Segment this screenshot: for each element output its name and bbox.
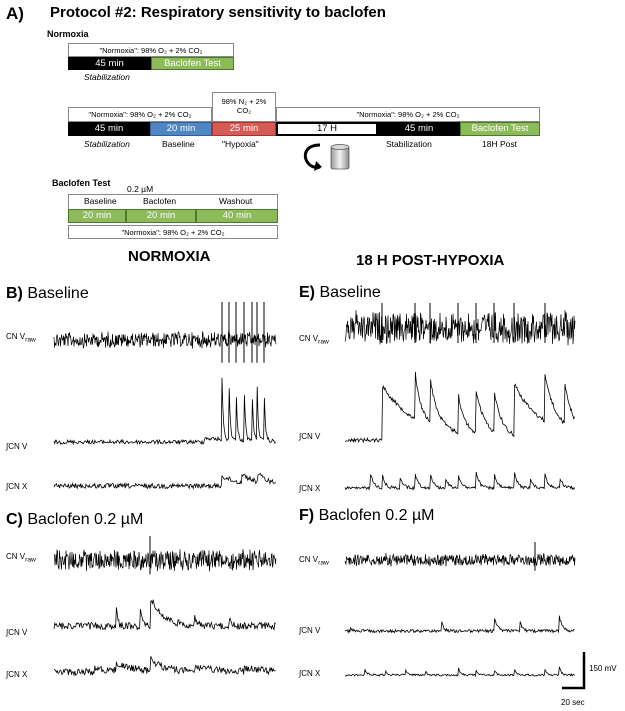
timeline-label-stabilization: Stabilization <box>84 139 130 149</box>
panel-e-intx-label: ∫CN X <box>299 484 321 493</box>
column-title-post-hypoxia: 18 H POST-HYPOXIA <box>356 252 505 269</box>
timeline-label-stabilization-post: Stabilization <box>386 139 432 149</box>
raw-label-sub: raw <box>25 336 36 344</box>
panel-b-letter: B) <box>6 285 23 302</box>
normoxia-stabilization-label: Stabilization <box>84 72 130 82</box>
panel-f-raw-label <box>299 555 329 567</box>
figure-label-a: A) <box>6 4 24 23</box>
panel-f-raw-trace <box>345 535 575 585</box>
timeline-label-hypoxia: "Hypoxia" <box>222 139 259 149</box>
panel-b-int-v-trace <box>54 370 284 450</box>
timeline-gas-note-right: "Normoxia": 98% O₂ + 2% CO₂ <box>276 107 540 122</box>
panel-f-int-v-trace <box>345 603 575 638</box>
baclofen-test-header-washout: Washout <box>219 196 253 206</box>
raw-label-sub: raw <box>318 559 329 567</box>
panel-b-intv-label: ∫CN V <box>6 442 28 451</box>
trace-line <box>345 372 575 442</box>
panel-e-int-v-trace <box>345 370 575 450</box>
panel-c-int-x-trace <box>54 650 284 690</box>
panel-b-intx-label: ∫CN X <box>6 482 28 491</box>
timeline-gas-note-hypoxia <box>212 92 276 122</box>
raw-label-text: CN V <box>6 332 26 341</box>
baclofen-test-label: Baclofen Test <box>52 178 111 188</box>
trace-line <box>345 616 575 633</box>
panel-b-name: Baseline <box>27 285 89 302</box>
panel-e-intv-label: ∫CN V <box>299 432 321 441</box>
panel-c-title <box>6 511 143 529</box>
normoxia-label: Normoxia <box>47 29 89 39</box>
normoxia-baclofen-test-bar: Baclofen Test <box>151 57 234 70</box>
panel-e-name: Baseline <box>319 284 381 301</box>
panel-e-raw-label <box>299 334 329 346</box>
baclofen-test-header-baseline: Baseline <box>84 196 117 206</box>
trace-line <box>54 549 276 571</box>
raw-label-text: CN V <box>299 555 319 564</box>
panel-c-intv-label: ∫CN V <box>6 628 28 637</box>
panel-f-title <box>299 507 435 525</box>
circular-arrow-icon <box>300 141 326 173</box>
trace-line <box>345 310 575 345</box>
panel-f-letter: F) <box>299 507 315 524</box>
normoxia-stabilization-bar: 45 min <box>68 57 151 70</box>
baclofen-test-washout-bar: 40 min <box>196 209 278 223</box>
trace-line <box>54 600 276 630</box>
trace-line <box>54 332 276 349</box>
timeline-17h-bar: 17 H <box>276 122 378 136</box>
panel-f-intv-label: ∫CN V <box>299 626 321 635</box>
panel-c-name: Baclofen 0.2 µM <box>27 511 144 528</box>
timeline-hypoxia-bar: 25 min <box>212 122 276 136</box>
normoxia-gas-note: "Normoxia": 98% O₂ + 2% CO₂ <box>68 43 234 57</box>
timeline-label-baseline: Baseline <box>162 139 195 149</box>
panel-c-raw-trace <box>54 530 284 590</box>
panel-c-int-v-trace <box>54 598 284 643</box>
panel-c-raw-label <box>6 552 36 564</box>
panel-b-raw-label <box>6 332 36 344</box>
protocol-title: Protocol #2: Respiratory sensitivity to baclofen <box>50 4 386 21</box>
trace-line <box>54 656 276 675</box>
panel-b-int-x-trace <box>54 458 284 498</box>
raw-label-text: CN V <box>6 552 26 561</box>
scale-bar-amplitude: 150 mV <box>589 664 617 673</box>
timeline-post-stabilization-bar: 45 min <box>378 122 460 136</box>
trace-line <box>345 667 575 676</box>
raw-label-text: CN V <box>299 334 319 343</box>
panel-f-name: Baclofen 0.2 µM <box>318 507 435 524</box>
panel-f-int-x-trace <box>345 653 575 683</box>
raw-label-sub: raw <box>318 338 329 346</box>
timeline-stabilization-bar: 45 min <box>68 122 150 136</box>
hypoxia-gas-text: 98% N₂ + 2% CO₂ <box>221 97 267 115</box>
baclofen-test-gas-note: "Normoxia": 98% O₂ + 2% CO₂ <box>68 225 278 239</box>
baclofen-test-header-baclofen: Baclofen <box>143 196 177 206</box>
trace-line <box>54 378 276 444</box>
timeline-baclofen-test-bar: Baclofen Test <box>460 122 540 136</box>
column-title-normoxia: NORMOXIA <box>128 248 211 265</box>
timeline-label-18h-post: 18H Post <box>482 139 517 149</box>
scale-bar-time: 20 sec <box>561 698 585 707</box>
panel-e-letter: E) <box>299 284 315 301</box>
panel-c-letter: C) <box>6 511 23 528</box>
panel-f-intx-label: ∫CN X <box>299 669 321 678</box>
baclofen-test-concentration: 0.2 µM <box>127 184 154 194</box>
timeline-gas-note-left: "Normoxia": 98% O₂ + 2% CO₂ <box>68 107 212 122</box>
incubation-jar-icon <box>329 143 351 171</box>
timeline-baseline-bar: 20 min <box>150 122 212 136</box>
panel-c-intx-label: ∫CN X <box>6 670 28 679</box>
trace-line <box>345 472 575 489</box>
trace-line <box>54 473 276 488</box>
trace-line <box>345 553 575 566</box>
baclofen-test-baclofen-bar: 20 min <box>126 209 196 223</box>
baclofen-test-baseline-bar: 20 min <box>68 209 126 223</box>
raw-label-sub: raw <box>25 556 36 564</box>
panel-e-int-x-trace <box>345 455 575 495</box>
